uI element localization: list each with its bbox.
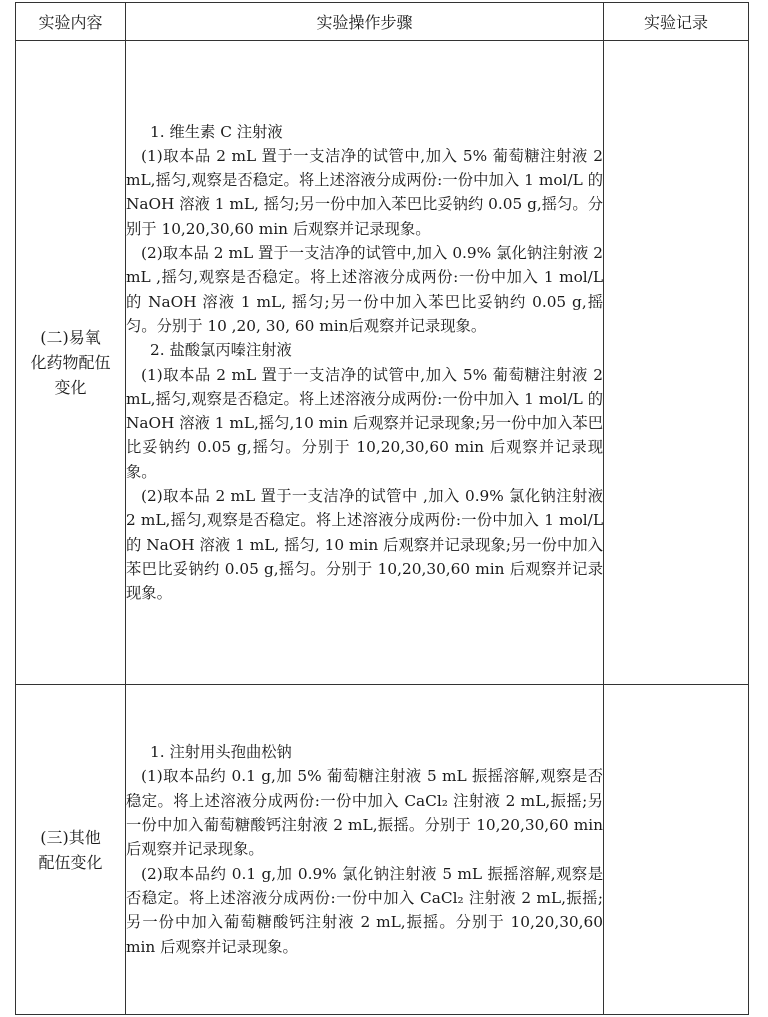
section-oxidizable-row — [16, 41, 749, 685]
section-other-steps — [126, 685, 604, 1015]
section-oxidizable-steps — [126, 41, 604, 685]
category-line: 变化 — [54, 378, 87, 397]
header-record: 实验记录 — [604, 3, 749, 41]
category-line: 配伍变化 — [38, 852, 103, 872]
section-other-category — [16, 685, 126, 1015]
header-row — [16, 3, 749, 41]
experiment-table — [15, 2, 749, 1015]
section-oxidizable-category — [16, 41, 126, 685]
step-paragraph: (1)取本品 2 mL 置于一支洁净的试管中,加入 5% 葡萄糖注射液 2 mL,摇匀,观察是否稳定。将上述溶液分成两份:一份中加入 1 mol/L 的 NaOH 溶液 1 mL, 摇匀;另一份中加入苯巴比妥钠约 0.05 g,摇匀。分别于 10,20,30,60 min 后观察并记录现象。 — [126, 146, 603, 238]
header-content: 实验内容 — [16, 3, 126, 41]
step-paragraph: (2)取本品 2 mL 置于一支洁净的试管中,加入 0.9% 氯化钠注射液 2 mL ,摇匀,观察是否稳定。将上述溶液分成两份:一份中加入 1 mol/L 的 NaOH 溶液 1 mL, 摇匀;另一份中加入苯巴比妥钠约 0.05 g,摇匀。分别于 10 ,20, 30, 60 min后观察并记录现象。 — [126, 244, 603, 335]
section-other-record — [604, 685, 749, 1015]
step-paragraph: (2)取本品约 0.1 g,加 0.9% 氯化钠注射液 5 mL 振摇溶解,观察是否稳定。将上述溶液分成两份:一份中加入 CaCl₂ 注射液 2 mL,振摇;另一份中加入葡萄糖酸钙注射液 2 mL,振摇。分别于 10,20,30,60 min 后观察并记录现象。 — [126, 864, 603, 956]
step-heading: 1. 维生素 C 注射液 — [150, 122, 283, 141]
step-heading: 2. 盐酸氯丙嗪注射液 — [150, 341, 292, 360]
header-steps: 实验操作步骤 — [126, 3, 604, 41]
step-paragraph: (1)取本品约 0.1 g,加 5% 葡萄糖注射液 5 mL 振摇溶解,观察是否稳定。将上述溶液分成两份:一份中加入 CaCl₂ 注射液 2 mL,振摇;另一份中加入葡萄糖酸钙注射液 2 mL,振摇。分别于 10,20,30,60 min 后观察并记录现象。 — [126, 767, 603, 859]
step-heading: 1. 注射用头孢曲松钠 — [150, 743, 292, 762]
section-oxidizable-record — [604, 41, 749, 685]
step-paragraph: (1)取本品 2 mL 置于一支洁净的试管中,加入 5% 葡萄糖注射液 2 mL,摇匀,观察是否稳定。将上述溶液分成两份:一份中加入 1 mol/L 的 NaOH 溶液 1 mL,摇匀,10 min 后观察并记录现象;另一份中加入苯巴比妥钠约 0.05 g,摇匀。分别于 10,20,30,60 min 后观察并记录现象。 — [126, 365, 603, 481]
step-paragraph: (2)取本品 2 mL 置于一支洁净的试管中 ,加入 0.9% 氯化钠注射液 2 mL,摇匀,观察是否稳定。将上述溶液分成两份:一份中加入 1 mol/L 的 NaOH 溶液 1 mL, 摇匀, 10 min 后观察并记录现象;另一份中加入苯巴比妥钠约 0.05 g,摇匀。分别于 10,20,30,60 min 后观察并记录现象。 — [126, 486, 603, 603]
category-line: (二)易氧 — [40, 328, 101, 347]
category-line: (三)其他 — [40, 827, 101, 847]
section-other-row — [16, 685, 749, 1015]
category-line: 化药物配伍 — [30, 353, 111, 372]
